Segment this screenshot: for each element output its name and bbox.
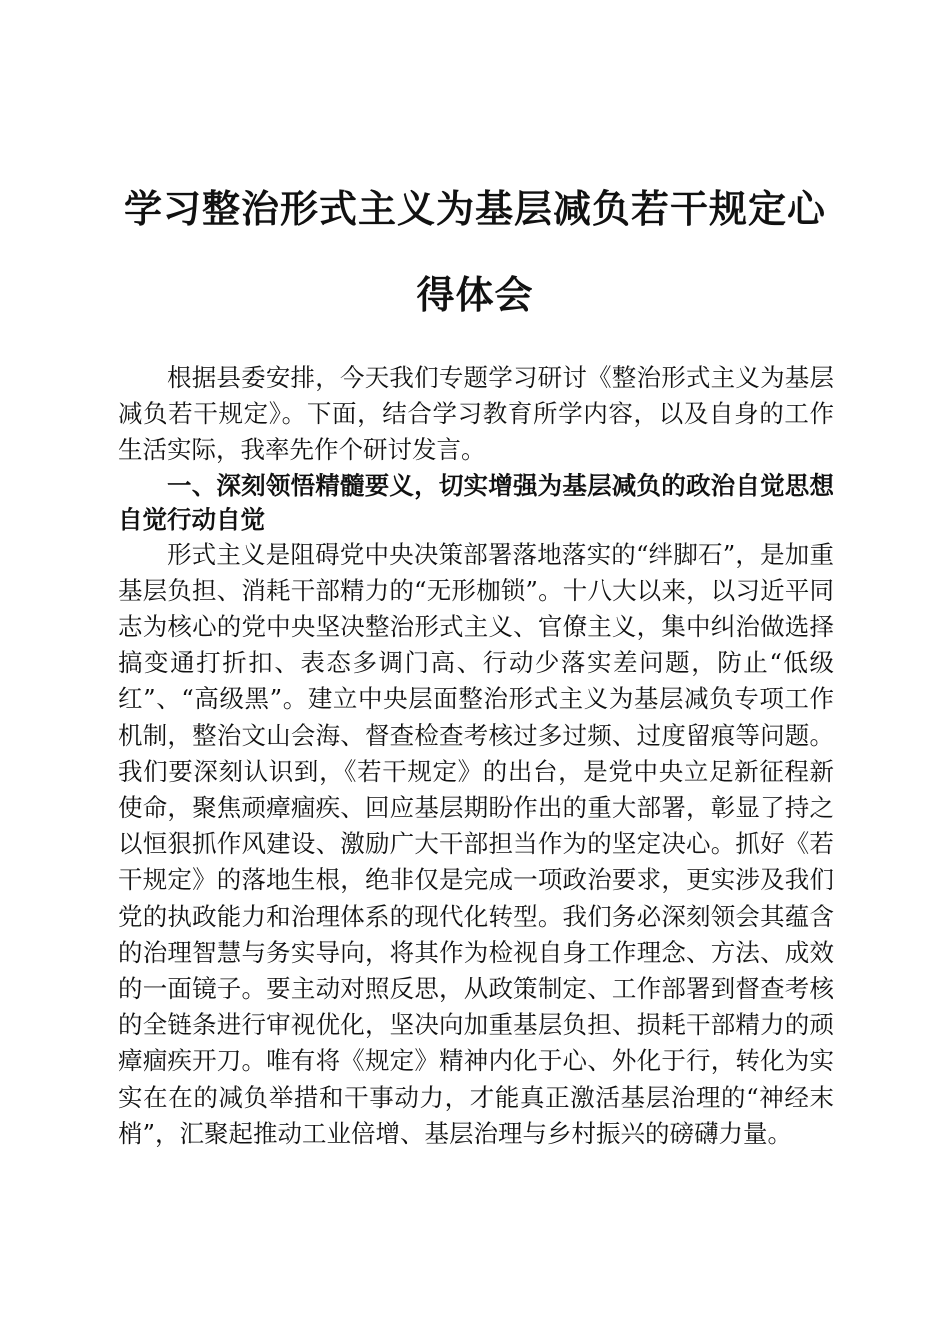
section-paragraph: 形式主义是阻碍党中央决策部署落地落实的“绊脚石”，是加重基层负担、消耗干部精力的“无形枷锁”。十八大以来，以习近平同志为核心的党中央坚决整治形式主义、官僚主义，集中纠治做选择搞变通打折扣、表态多调门高、行动少落实差问题，防止“低级红”、“高级黑”。建立中央层面整治形式主义为基层减负专项工作机制，整治文山会海、督查检查考核过多过频、过度留痕等问题。我们要深刻认识到，《若干规定》的出台，是党中央立足新征程新使命，聚焦顽瘴痼疾、回应基层期盼作出的重大部署，彰显了持之以恒狠抓作风建设、激励广大干部担当作为的坚定决心。抓好《若干规定》的落地生根，绝非仅是完成一项政治要求，更实涉及我们党的执政能力和治理体系的现代化转型。我们务必深刻领会其蕴含的治理智慧与务实导向，将其作为检视自身工作理念、方法、成效的一面镜子。要主动对照反思，从政策制定、工作部署到督查考核的全链条进行审视优化，坚决向加重基层负担、损耗干部精力的顽瘴痼疾开刀。唯有将《规定》精神内化于心、外化于行，转化为实实在在的减负举措和干事动力，才能真正激活基层治理的“神经末梢”，汇聚起推动工业倍增、基层治理与乡村振兴的磅礴力量。	[118, 539, 834, 1148]
document-body	[118, 360, 834, 1152]
section-heading: 一、深刻领悟精髓要义，切实增强为基层减负的政治自觉思想自觉行动自觉	[118, 470, 834, 534]
intro-paragraph: 根据县委安排，今天我们专题学习研讨《整治形式主义为基层减负若干规定》。下面，结合学习教育所学内容，以及自身的工作生活实际，我率先作个研讨发言。	[118, 363, 834, 465]
document-title: 学习整治形式主义为基层减负若干规定心得体会	[123, 186, 826, 317]
